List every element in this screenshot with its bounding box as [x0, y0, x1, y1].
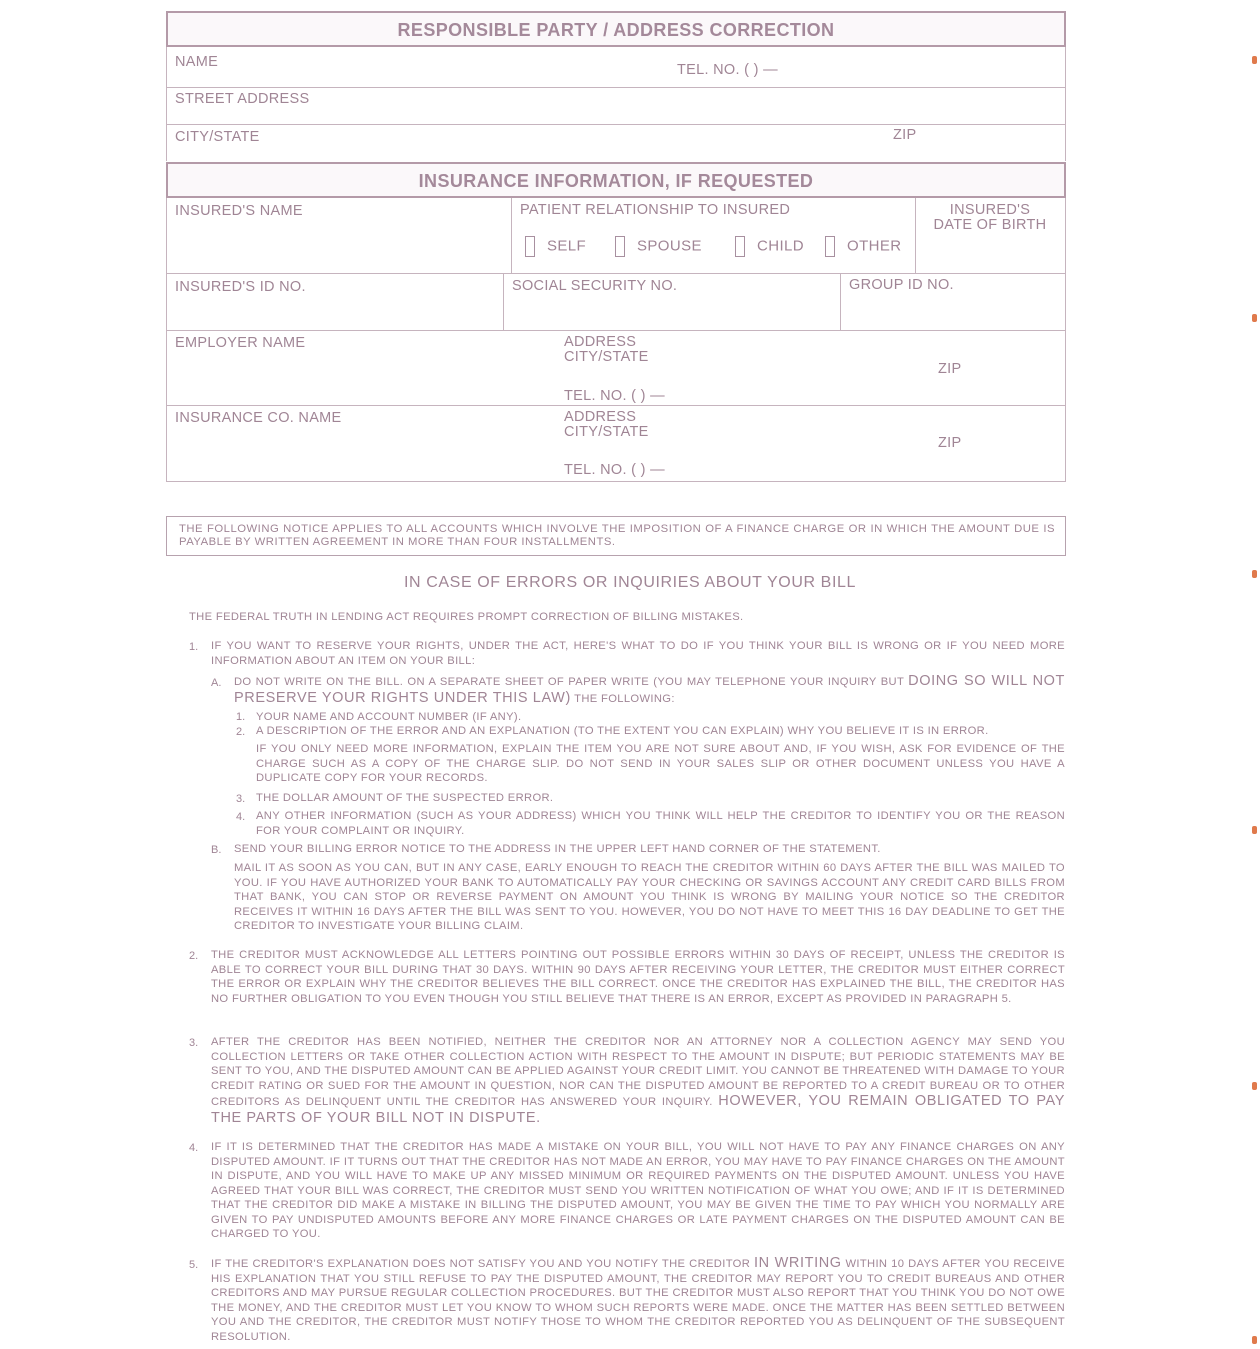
pA-number: A.: [211, 677, 222, 689]
name-label: NAME: [175, 54, 219, 70]
employer-tel-label: TEL. NO. ( ) —: [564, 388, 665, 404]
p2-text: THE CREDITOR MUST ACKNOWLEDGE ALL LETTERS POINTING OUT POSSIBLE ERRORS WITHIN 30 DAYS OF RECEIPT, UNLESS THE CREDITOR IS ABLE TO CORRECT YOUR BILL DURING THAT 30 DAYS. WITHIN 90 DAYS AFTER RECEIVING YOUR LETTER, THE CREDITOR MUST EITHER CORRECT THE ERROR OR EXPLAIN WHY THE CREDITOR BELIEVES THE BILL CORRECT. ONCE THE CREDITOR HAS EXPLAINED THE BILL, THE CREDITOR HAS NO FURTHER OBLIGATION TO YOU EVEN THOUGH YOU STILL BELIEVE THAT THERE IS AN ERROR, EXCEPT AS PROVIDED IN PARAGRAPH 5.: [211, 949, 1065, 1005]
edge-mark: [1252, 826, 1257, 834]
p3-number: 3.: [189, 1037, 199, 1049]
a2-number: 2.: [236, 726, 246, 738]
self-checkbox[interactable]: [525, 236, 535, 257]
dob-label-line2: DATE OF BIRTH: [933, 217, 1047, 233]
employer-city-state-label: CITY/STATE: [564, 349, 649, 365]
child-checkbox[interactable]: [735, 236, 745, 257]
a1-number: 1.: [236, 711, 246, 723]
insurance-co-zip-label: ZIP: [938, 435, 962, 451]
pB-number: B.: [211, 844, 222, 856]
insurance-header: INSURANCE INFORMATION, IF REQUESTED: [166, 162, 1066, 198]
insured-id-label: INSURED'S ID NO.: [175, 279, 306, 295]
errors-intro: THE FEDERAL TRUTH IN LENDING ACT REQUIRES PROMPT CORRECTION OF BILLING MISTAKES.: [189, 611, 744, 623]
a1-text: YOUR NAME AND ACCOUNT NUMBER (IF ANY).: [256, 711, 522, 723]
dob-label-line1: INSURED'S: [949, 202, 1031, 218]
a2-more-text: IF YOU ONLY NEED MORE INFORMATION, EXPLAIN THE ITEM YOU ARE NOT SURE ABOUT AND, IF YOU WISH, ASK FOR EVIDENCE OF THE CHARGE SUCH AS A COPY OF THE CHARGE SLIP. DO NOT SEND IN YOUR SALES SLIP OR OTHER DOCUMENT UNLESS YOU HAVE A DUPLICATE COPY FOR YOUR RECORDS.: [256, 743, 1065, 784]
p1-text: IF YOU WANT TO RESERVE YOUR RIGHTS, UNDER THE ACT, HERE'S WHAT TO DO IF YOU THINK YOUR BILL IS WRONG OR IF YOU NEED MORE INFORMATION ABOUT AN ITEM ON YOUR BILL:: [211, 640, 1065, 667]
employer-name-label: EMPLOYER NAME: [175, 335, 306, 351]
a3-text: THE DOLLAR AMOUNT OF THE SUSPECTED ERROR.: [256, 792, 554, 804]
p5-text-part1: IF THE CREDITOR'S EXPLANATION DOES NOT SATISFY YOU AND YOU NOTIFY THE CREDITOR: [211, 1258, 754, 1270]
edge-mark: [1252, 570, 1257, 578]
p3-text-main: AFTER THE CREDITOR HAS BEEN NOTIFIED, NEITHER THE CREDITOR NOR AN ATTORNEY NOR A COLLECTION AGENCY MAY SEND YOU COLLECTION LETTERS OR TAKE OTHER COLLECTION ACTION WITH RESPECT TO THE AMOUNT IN DISPUTE; BUT PERIODIC STATEMENTS MAY BE SENT TO YOU, AND THE DISPUTED AMOUNT CAN BE APPLIED AGAINST YOUR CREDIT LIMIT. YOU CANNOT BE THREATENED WITH DAMAGE TO YOUR CREDIT RATING OR SUED FOR THE AMOUNT IN QUESTION, NOR CAN THE DISPUTED AMOUNT BE REPORTED TO A CREDIT BUREAU OR TO OTHER CREDITORS AS DELINQUENT UNTIL THE CREDITOR HAS ANSWERED YOUR INQUIRY.: [211, 1036, 1065, 1108]
a3-number: 3.: [236, 793, 246, 805]
employer-zip-label: ZIP: [938, 361, 962, 377]
insurance-co-city-state-label: CITY/STATE: [564, 424, 649, 440]
zip-label: ZIP: [893, 127, 917, 143]
p1-number: 1.: [189, 641, 199, 653]
edge-mark: [1252, 56, 1257, 64]
pA-text-part3: THE FOLLOWING:: [570, 693, 675, 705]
insured-name-label: INSURED'S NAME: [175, 203, 303, 219]
group-id-label: GROUP ID NO.: [849, 277, 954, 293]
other-option[interactable]: [825, 236, 902, 257]
pA-text-emphasis: DOING SO WILL NOT PRESERVE YOUR RIGHTS UNDER THIS LAW): [234, 673, 1065, 706]
self-option[interactable]: [525, 236, 586, 257]
relationship-label: PATIENT RELATIONSHIP TO INSURED: [520, 202, 791, 218]
employer-address-label: ADDRESS: [564, 334, 637, 350]
self-label: SELF: [547, 237, 587, 255]
pA-text: [234, 673, 1065, 707]
insurance-co-address-label: ADDRESS: [564, 409, 637, 425]
finance-charge-notice: THE FOLLOWING NOTICE APPLIES TO ALL ACCOUNTS WHICH INVOLVE THE IMPOSITION OF A FINANCE CHARGE OR IN WHICH THE AMOUNT DUE IS PAYABLE BY WRITTEN AGREEMENT IN MORE THAN FOUR INSTALLMENTS.: [166, 516, 1066, 556]
insurance-co-tel-label: TEL. NO. ( ) —: [564, 462, 665, 478]
other-label: OTHER: [847, 237, 902, 255]
pA-text-part1: DO NOT WRITE ON THE BILL. ON A SEPARATE SHEET OF PAPER WRITE (YOU MAY TELEPHONE YOUR INQUIRY BUT: [234, 676, 909, 688]
a4-text: ANY OTHER INFORMATION (SUCH AS YOUR ADDRESS) WHICH YOU THINK WILL HELP THE CREDITOR TO IDENTIFY YOU OR THE REASON FOR YOUR COMPLAINT OR INQUIRY.: [256, 810, 1065, 837]
p5-text: [211, 1256, 1065, 1344]
pB-more-text: MAIL IT AS SOON AS YOU CAN, BUT IN ANY CASE, EARLY ENOUGH TO REACH THE CREDITOR WITHIN 60 DAYS AFTER THE BILL WAS MAILED TO YOU. IF YOU HAVE AUTHORIZED YOUR BANK TO AUTOMATICALLY PAY YOUR CHECKING OR SAVINGS ACCOUNT ANY CREDIT CARD BILLS FROM THAT BANK, YOU CAN STOP OR REVERSE PAYMENT ON AMOUNT YOU THINK IS WRONG BY MAILING YOUR NOTICE SO THE CREDITOR RECEIVES IT WITHIN 16 DAYS AFTER THE BILL WAS SENT TO YOU. HOWEVER, YOU DO NOT HAVE TO MEET THIS 16 DAY DEADLINE TO GET THE CREDITOR TO INVESTIGATE YOUR BILLING CLAIM.: [234, 862, 1065, 932]
pB-text: SEND YOUR BILLING ERROR NOTICE TO THE ADDRESS IN THE UPPER LEFT HAND CORNER OF THE STATEMENT.: [234, 843, 881, 855]
p2-number: 2.: [189, 950, 199, 962]
spouse-option[interactable]: [615, 236, 702, 257]
p4-number: 4.: [189, 1142, 199, 1154]
p5-text-part3: WITHIN 10 DAYS AFTER YOU RECEIVE HIS EXPLANATION THAT YOU STILL REFUSE TO PAY THE DISPUTED AMOUNT, THE CREDITOR MAY REPORT YOU TO CREDIT BUREAUS AND OTHER CREDITORS AND MAY PURSUE REGULAR COLLECTION PROCEDURES. BUT THE CREDITOR MUST ALSO REPORT THAT YOU THINK YOU DO NOT OWE THE MONEY, AND THE CREDITOR MUST LET YOU KNOW TO WHOM SUCH REPORTS WERE MADE. ONCE THE MATTER HAS BEEN SETTLED BETWEEN YOU AND THE CREDITOR, THE CREDITOR MUST NOTIFY THOSE TO WHOM THE CREDITOR REPORTED YOU AS DELINQUENT OF THE SUBSEQUENT RESOLUTION.: [211, 1258, 1065, 1343]
edge-mark: [1252, 1082, 1257, 1090]
city-state-label: CITY/STATE: [175, 129, 260, 145]
edge-mark: [1252, 1336, 1257, 1344]
errors-title: IN CASE OF ERRORS OR INQUIRIES ABOUT YOUR BILL: [404, 574, 856, 591]
p3-text: [211, 1035, 1065, 1126]
tel-label: TEL. NO. ( ) —: [677, 62, 778, 78]
insurance-co-name-label: INSURANCE CO. NAME: [175, 410, 342, 426]
p4-text: IF IT IS DETERMINED THAT THE CREDITOR HAS MADE A MISTAKE ON YOUR BILL, YOU WILL NOT HAVE TO PAY ANY FINANCE CHARGES ON ANY DISPUTED AMOUNT. IF IT TURNS OUT THAT THE CREDITOR HAS NOT MADE AN ERROR, YOU MAY HAVE TO PAY FINANCE CHARGES ON THE AMOUNT IN DISPUTE, AND YOU WILL HAVE TO MAKE UP ANY MISSED MINIMUM OR REQUIRED PAYMENTS ON THE DISPUTED AMOUNT. UNLESS YOU HAVE AGREED THAT YOUR BILL WAS CORRECT, THE CREDITOR MUST SEND YOU WRITTEN NOTIFICATION OF WHAT YOU OWE; AND IF IT IS DETERMINED THAT THE CREDITOR DID MAKE A MISTAKE IN BILLING THE DISPUTED AMOUNT, YOU MAY BE GIVEN THE TIME TO PAY WHICH YOU NORMALLY ARE GIVEN TO PAY UNDISPUTED AMOUNTS BEFORE ANY MORE FINANCE CHARGES OR LATE PAYMENT CHARGES ON THE DISPUTED AMOUNT CAN BE CHARGED TO YOU.: [211, 1141, 1065, 1240]
other-checkbox[interactable]: [825, 236, 835, 257]
ssn-label: SOCIAL SECURITY NO.: [512, 278, 678, 294]
spouse-label: SPOUSE: [637, 237, 702, 255]
street-address-label: STREET ADDRESS: [175, 91, 310, 107]
a2-text: A DESCRIPTION OF THE ERROR AND AN EXPLANATION (TO THE EXTENT YOU CAN EXPLAIN) WHY YOU BELIEVE IT IS IN ERROR.: [256, 725, 989, 737]
child-label: CHILD: [757, 237, 805, 255]
responsible-party-header: RESPONSIBLE PARTY / ADDRESS CORRECTION: [166, 11, 1066, 47]
a4-number: 4.: [236, 811, 246, 823]
p3-text-emphasis: HOWEVER, YOU REMAIN OBLIGATED TO PAY THE PARTS OF YOUR BILL NOT IN DISPUTE.: [211, 1093, 1065, 1126]
edge-mark: [1252, 314, 1257, 322]
p5-text-emphasis: IN WRITING: [753, 1255, 842, 1271]
child-option[interactable]: [735, 236, 804, 257]
spouse-checkbox[interactable]: [615, 236, 625, 257]
p5-number: 5.: [189, 1259, 199, 1271]
